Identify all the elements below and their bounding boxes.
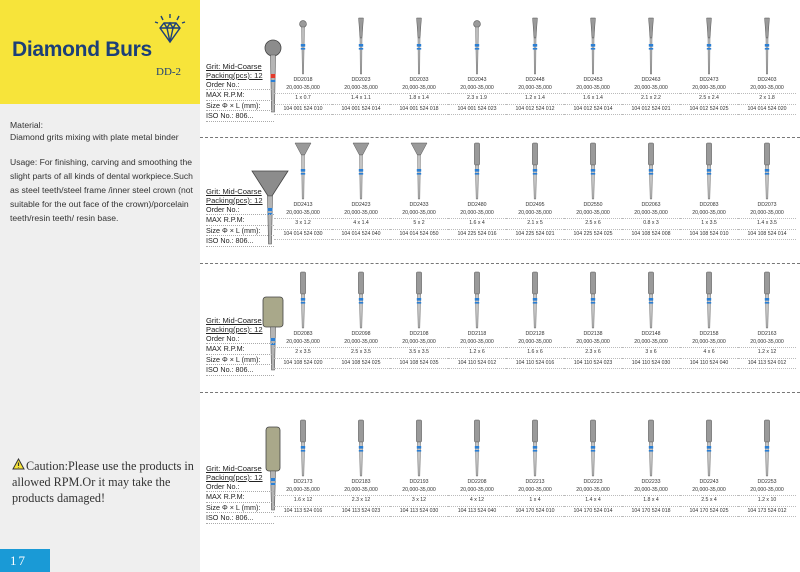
- bur-iso: 104 014 524 040: [332, 230, 390, 240]
- bur-product: [274, 14, 332, 115]
- diamond-icon: [152, 12, 188, 46]
- bur-rpm: 20,000-35,000: [738, 486, 796, 496]
- bur-rpm: 20,000-35,000: [564, 338, 622, 348]
- bur-product: [680, 268, 738, 369]
- bur-size: 2.5 x 3.5: [332, 348, 390, 358]
- bur-size: 0.8 x 3: [622, 219, 680, 229]
- bur-size: 1.6 x 4: [448, 219, 506, 229]
- caution-label: Caution:: [26, 459, 68, 473]
- bur-product: [274, 416, 332, 517]
- bur-size: 2.5 x 2.4: [680, 94, 738, 104]
- bur-image: [274, 139, 332, 201]
- bur-size: 2.1 x 2.2: [622, 94, 680, 104]
- usage-text: Usage: For finishing, carving and smoothing the slight parts of all kinds of dental workpiece.Such as steel teeth/steel frame /inner steel crown (not suitable for the out face of the crown)/porcelain teeth/resin teeth/ resin base.: [10, 157, 193, 223]
- bur-product: [738, 139, 796, 240]
- bur-iso: 104 170 524 018: [622, 507, 680, 517]
- bur-code: DD2463: [641, 77, 661, 83]
- bur-code: DD2128: [525, 331, 545, 337]
- bur-size: 3 x 1.2: [274, 219, 332, 229]
- bur-iso: 104 225 524 025: [564, 230, 622, 240]
- bur-image: [390, 14, 448, 76]
- bur-size: 1.4 x 3.5: [738, 219, 796, 229]
- bur-rpm: 20,000-35,000: [332, 209, 390, 219]
- bur-iso: 104 014 524 050: [390, 230, 448, 240]
- bur-rpm: 20,000-35,000: [274, 84, 332, 94]
- row-labels: [206, 80, 274, 122]
- bur-iso: 104 012 524 021: [622, 105, 680, 115]
- bur-image: [506, 268, 564, 330]
- bur-size: 1.2 x 6: [448, 348, 506, 358]
- brand-subtitle: DD-2: [156, 66, 182, 78]
- bur-product: [332, 268, 390, 369]
- bur-rpm: 20,000-35,000: [564, 84, 622, 94]
- bur-image: [332, 268, 390, 330]
- grit-text: Grit: Mid-Coarse: [206, 316, 262, 325]
- bur-code: DD2473: [699, 77, 719, 83]
- size-label: Size Φ × L (mm):: [206, 101, 274, 111]
- packing-text: Packing(pcs): 12: [206, 196, 263, 205]
- size-label: Size Φ × L (mm):: [206, 226, 274, 236]
- bur-size: 1 x 3.5: [680, 219, 738, 229]
- bur-product: [738, 14, 796, 115]
- bur-image: [448, 14, 506, 76]
- bur-rpm: 20,000-35,000: [564, 209, 622, 219]
- bur-product: [622, 268, 680, 369]
- grit-text: Grit: Mid-Coarse: [206, 187, 262, 196]
- material-text: Diamond grits mixing with plate metal binder: [10, 132, 179, 142]
- row-labels: [206, 334, 274, 376]
- brand-header: [0, 0, 200, 104]
- bur-image: [622, 268, 680, 330]
- bur-size: 3 x 6: [622, 348, 680, 358]
- grit-packing-label: [206, 187, 263, 205]
- bur-code: DD2148: [641, 331, 661, 337]
- bur-size: 1.4 x 1.1: [332, 94, 390, 104]
- bur-size: 1 x 0.7: [274, 94, 332, 104]
- grit-packing-label: [206, 62, 263, 80]
- bur-code: DD2073: [757, 202, 777, 208]
- bur-iso: 104 012 524 025: [680, 105, 738, 115]
- bur-size: 1.2 x 10: [738, 496, 796, 506]
- bur-image: [332, 416, 390, 478]
- bur-product: [448, 416, 506, 517]
- bur-iso: 104 113 524 023: [332, 507, 390, 517]
- bur-iso: 104 001 524 018: [390, 105, 448, 115]
- bur-iso: 104 014 524 020: [738, 105, 796, 115]
- bur-size: 2.3 x 12: [332, 496, 390, 506]
- bur-product: [506, 139, 564, 240]
- size-label: Size Φ × L (mm):: [206, 355, 274, 365]
- iso-label: ISO No.: 806...: [206, 365, 274, 375]
- grit-packing-label: [206, 316, 263, 334]
- bur-code: DD2108: [409, 331, 429, 337]
- bur-size: 2 x 3.5: [274, 348, 332, 358]
- order-no-label: Order No.:: [206, 482, 274, 492]
- bur-product: [622, 139, 680, 240]
- bur-product: [680, 139, 738, 240]
- bur-code: DD2243: [699, 479, 719, 485]
- bur-rpm: 20,000-35,000: [680, 84, 738, 94]
- iso-label: ISO No.: 806...: [206, 513, 274, 523]
- bur-rpm: 20,000-35,000: [448, 486, 506, 496]
- bur-code: DD2173: [293, 479, 313, 485]
- bur-rpm: 20,000-35,000: [506, 209, 564, 219]
- bur-rpm: 20,000-35,000: [506, 338, 564, 348]
- bur-rpm: 20,000-35,000: [564, 486, 622, 496]
- bur-code: DD2413: [293, 202, 313, 208]
- bur-product: [506, 416, 564, 517]
- bur-product: [506, 14, 564, 115]
- order-no-label: Order No.:: [206, 334, 274, 344]
- bur-size: 1 x 4: [506, 496, 564, 506]
- bur-rpm: 20,000-35,000: [332, 486, 390, 496]
- bur-iso: 104 108 524 035: [390, 359, 448, 369]
- bur-code: DD2233: [641, 479, 661, 485]
- bur-rpm: 20,000-35,000: [390, 486, 448, 496]
- bur-product: [332, 139, 390, 240]
- bur-code: DD2118: [467, 331, 487, 337]
- bur-iso: 104 110 524 030: [622, 359, 680, 369]
- bur-code: DD2193: [409, 479, 429, 485]
- row-labels: [206, 482, 274, 524]
- bur-iso: 104 001 524 010: [274, 105, 332, 115]
- bur-iso: 104 110 524 016: [506, 359, 564, 369]
- bur-size: 3.5 x 3.5: [390, 348, 448, 358]
- section-divider: [200, 137, 800, 138]
- bur-size: 1.8 x 4: [622, 496, 680, 506]
- bur-rpm: 20,000-35,000: [680, 209, 738, 219]
- bur-iso: 104 012 524 014: [564, 105, 622, 115]
- bur-product: [390, 416, 448, 517]
- bur-image: [564, 14, 622, 76]
- bur-size: 1.6 x 6: [506, 348, 564, 358]
- bur-iso: 104 113 524 012: [738, 359, 796, 369]
- iso-label: ISO No.: 806...: [206, 236, 274, 246]
- bur-iso: 104 113 524 040: [448, 507, 506, 517]
- bur-code: DD2098: [351, 331, 371, 337]
- bur-size: 1.2 x 12: [738, 348, 796, 358]
- bur-rpm: 20,000-35,000: [680, 338, 738, 348]
- bur-rpm: 20,000-35,000: [448, 84, 506, 94]
- bur-size: 5 x 2: [390, 219, 448, 229]
- bur-product: [390, 268, 448, 369]
- bur-rpm: 20,000-35,000: [680, 486, 738, 496]
- bur-size: 2.1 x 5: [506, 219, 564, 229]
- bur-code: DD2403: [757, 77, 777, 83]
- bur-iso: 104 108 524 008: [622, 230, 680, 240]
- order-no-label: Order No.:: [206, 205, 274, 215]
- max-rpm-label: MAX R.P.M:: [206, 215, 274, 225]
- bur-size: 1.6 x 12: [274, 496, 332, 506]
- bur-rpm: 20,000-35,000: [622, 209, 680, 219]
- bur-product: [680, 416, 738, 517]
- bur-product: [680, 14, 738, 115]
- packing-text: Packing(pcs): 12: [206, 473, 263, 482]
- bur-image: [448, 416, 506, 478]
- warning-icon: [12, 458, 26, 474]
- bur-image: [332, 14, 390, 76]
- grit-packing-label: [206, 464, 263, 482]
- bur-rpm: 20,000-35,000: [390, 338, 448, 348]
- caution-note: [12, 458, 198, 506]
- bur-image: [564, 268, 622, 330]
- bur-code: DD2550: [583, 202, 603, 208]
- grit-text: Grit: Mid-Coarse: [206, 62, 262, 71]
- bur-image: [680, 268, 738, 330]
- bur-product: [738, 416, 796, 517]
- bur-image: [506, 416, 564, 478]
- bur-iso: 104 170 524 025: [680, 507, 738, 517]
- bur-code: DD2043: [467, 77, 487, 83]
- bur-rpm: 20,000-35,000: [390, 84, 448, 94]
- bur-product: [564, 14, 622, 115]
- bur-code: DD2213: [525, 479, 545, 485]
- bur-iso: 104 113 524 016: [274, 507, 332, 517]
- bur-iso: 104 170 524 010: [506, 507, 564, 517]
- bur-rpm: 20,000-35,000: [274, 486, 332, 496]
- bur-rpm: 20,000-35,000: [274, 338, 332, 348]
- bur-iso: 104 225 524 021: [506, 230, 564, 240]
- bur-image: [738, 14, 796, 76]
- bur-image: [564, 139, 622, 201]
- iso-label: ISO No.: 806...: [206, 111, 274, 121]
- bur-image: [390, 268, 448, 330]
- bur-product: [332, 14, 390, 115]
- bur-code: DD2253: [757, 479, 777, 485]
- bur-image: [622, 416, 680, 478]
- bur-iso: 104 110 524 023: [564, 359, 622, 369]
- bur-product: [564, 268, 622, 369]
- bur-code: DD2018: [293, 77, 313, 83]
- bur-image: [738, 139, 796, 201]
- bur-image: [448, 139, 506, 201]
- bur-product: [448, 268, 506, 369]
- bur-code: DD2495: [525, 202, 545, 208]
- bur-iso: 104 225 524 016: [448, 230, 506, 240]
- bur-code: DD2448: [525, 77, 545, 83]
- packing-text: Packing(pcs): 12: [206, 71, 263, 80]
- bur-rpm: 20,000-35,000: [274, 209, 332, 219]
- max-rpm-label: MAX R.P.M:: [206, 90, 274, 100]
- section-divider: [200, 392, 800, 393]
- bur-product: [564, 139, 622, 240]
- bur-product: [274, 139, 332, 240]
- bur-product: [622, 14, 680, 115]
- bur-iso: 104 001 524 023: [448, 105, 506, 115]
- bur-product: [448, 139, 506, 240]
- bur-code: DD2433: [409, 202, 429, 208]
- bur-iso: 104 108 524 025: [332, 359, 390, 369]
- bur-image: [680, 139, 738, 201]
- bur-code: DD2138: [583, 331, 603, 337]
- bur-rpm: 20,000-35,000: [622, 84, 680, 94]
- bur-rpm: 20,000-35,000: [738, 209, 796, 219]
- bur-image: [564, 416, 622, 478]
- section-divider: [200, 263, 800, 264]
- bur-size: 1.4 x 4: [564, 496, 622, 506]
- bur-rpm: 20,000-35,000: [622, 338, 680, 348]
- bur-iso: 104 110 524 040: [680, 359, 738, 369]
- bur-code: DD2033: [409, 77, 429, 83]
- bur-image: [332, 139, 390, 201]
- bur-product: [390, 139, 448, 240]
- bur-code: DD2480: [467, 202, 487, 208]
- bur-image: [274, 268, 332, 330]
- bur-product: [564, 416, 622, 517]
- bur-size: 2.5 x 4: [680, 496, 738, 506]
- bur-image: [738, 416, 796, 478]
- bur-product: [274, 268, 332, 369]
- bur-product: [506, 268, 564, 369]
- bur-iso: 104 108 524 010: [680, 230, 738, 240]
- page-number: 17: [0, 549, 50, 572]
- bur-rpm: 20,000-35,000: [738, 338, 796, 348]
- bur-size: 4 x 1.4: [332, 219, 390, 229]
- bur-rpm: 20,000-35,000: [332, 338, 390, 348]
- max-rpm-label: MAX R.P.M:: [206, 344, 274, 354]
- bur-rpm: 20,000-35,000: [506, 84, 564, 94]
- bur-iso: 104 012 524 012: [506, 105, 564, 115]
- bur-size: 1.2 x 1.4: [506, 94, 564, 104]
- bur-iso: 104 173 524 012: [738, 507, 796, 517]
- bur-code: DD2063: [641, 202, 661, 208]
- bur-image: [680, 14, 738, 76]
- bur-size: 2 x 1.8: [738, 94, 796, 104]
- bur-size: 2.3 x 6: [564, 348, 622, 358]
- bur-code: DD2223: [583, 479, 603, 485]
- bur-product: [332, 416, 390, 517]
- bur-code: DD2453: [583, 77, 603, 83]
- bur-image: [448, 268, 506, 330]
- bur-code: DD2183: [351, 479, 371, 485]
- bur-iso: 104 110 524 012: [448, 359, 506, 369]
- bur-product: [390, 14, 448, 115]
- grit-text: Grit: Mid-Coarse: [206, 464, 262, 473]
- bur-rpm: 20,000-35,000: [332, 84, 390, 94]
- bur-iso: 104 108 524 014: [738, 230, 796, 240]
- bur-image: [622, 139, 680, 201]
- bur-iso: 104 001 524 014: [332, 105, 390, 115]
- bur-rpm: 20,000-35,000: [448, 209, 506, 219]
- bur-iso: 104 113 524 030: [390, 507, 448, 517]
- bur-image: [390, 139, 448, 201]
- bur-size: 2.5 x 6: [564, 219, 622, 229]
- bur-code: DD2158: [699, 331, 719, 337]
- bur-size: 1.6 x 1.4: [564, 94, 622, 104]
- order-no-label: Order No.:: [206, 80, 274, 90]
- caution-text: Please use the products in allowed RPM.Or it may take the products damaged!: [12, 459, 194, 505]
- max-rpm-label: MAX R.P.M:: [206, 492, 274, 502]
- bur-image: [738, 268, 796, 330]
- bur-size: 3 x 12: [390, 496, 448, 506]
- packing-text: Packing(pcs): 12: [206, 325, 263, 334]
- bur-product: [622, 416, 680, 517]
- bur-code: DD2083: [293, 331, 313, 337]
- bur-image: [274, 14, 332, 76]
- bur-size: 4 x 12: [448, 496, 506, 506]
- bur-code: DD2208: [467, 479, 487, 485]
- bur-iso: 104 170 524 014: [564, 507, 622, 517]
- row-labels: [206, 205, 274, 247]
- bur-image: [506, 14, 564, 76]
- bur-image: [274, 416, 332, 478]
- bur-size: 1.8 x 1.4: [390, 94, 448, 104]
- bur-rpm: 20,000-35,000: [506, 486, 564, 496]
- bur-image: [390, 416, 448, 478]
- size-label: Size Φ × L (mm):: [206, 503, 274, 513]
- bur-size: 4 x 6: [680, 348, 738, 358]
- bur-rpm: 20,000-35,000: [622, 486, 680, 496]
- bur-rpm: 20,000-35,000: [448, 338, 506, 348]
- bur-image: [506, 139, 564, 201]
- bur-code: DD2423: [351, 202, 371, 208]
- bur-image: [622, 14, 680, 76]
- brand-title: Diamond Burs: [12, 38, 152, 61]
- bur-product: [738, 268, 796, 369]
- bur-size: 2.3 x 1.9: [448, 94, 506, 104]
- bur-rpm: 20,000-35,000: [390, 209, 448, 219]
- bur-iso: 104 014 524 030: [274, 230, 332, 240]
- bur-image: [680, 416, 738, 478]
- bur-code: DD2163: [757, 331, 777, 337]
- bur-rpm: 20,000-35,000: [738, 84, 796, 94]
- material-label: Material:: [10, 120, 43, 130]
- bur-product: [448, 14, 506, 115]
- bur-code: DD2083: [699, 202, 719, 208]
- bur-code: DD2023: [351, 77, 371, 83]
- bur-iso: 104 108 524 020: [274, 359, 332, 369]
- sidebar: [0, 0, 200, 572]
